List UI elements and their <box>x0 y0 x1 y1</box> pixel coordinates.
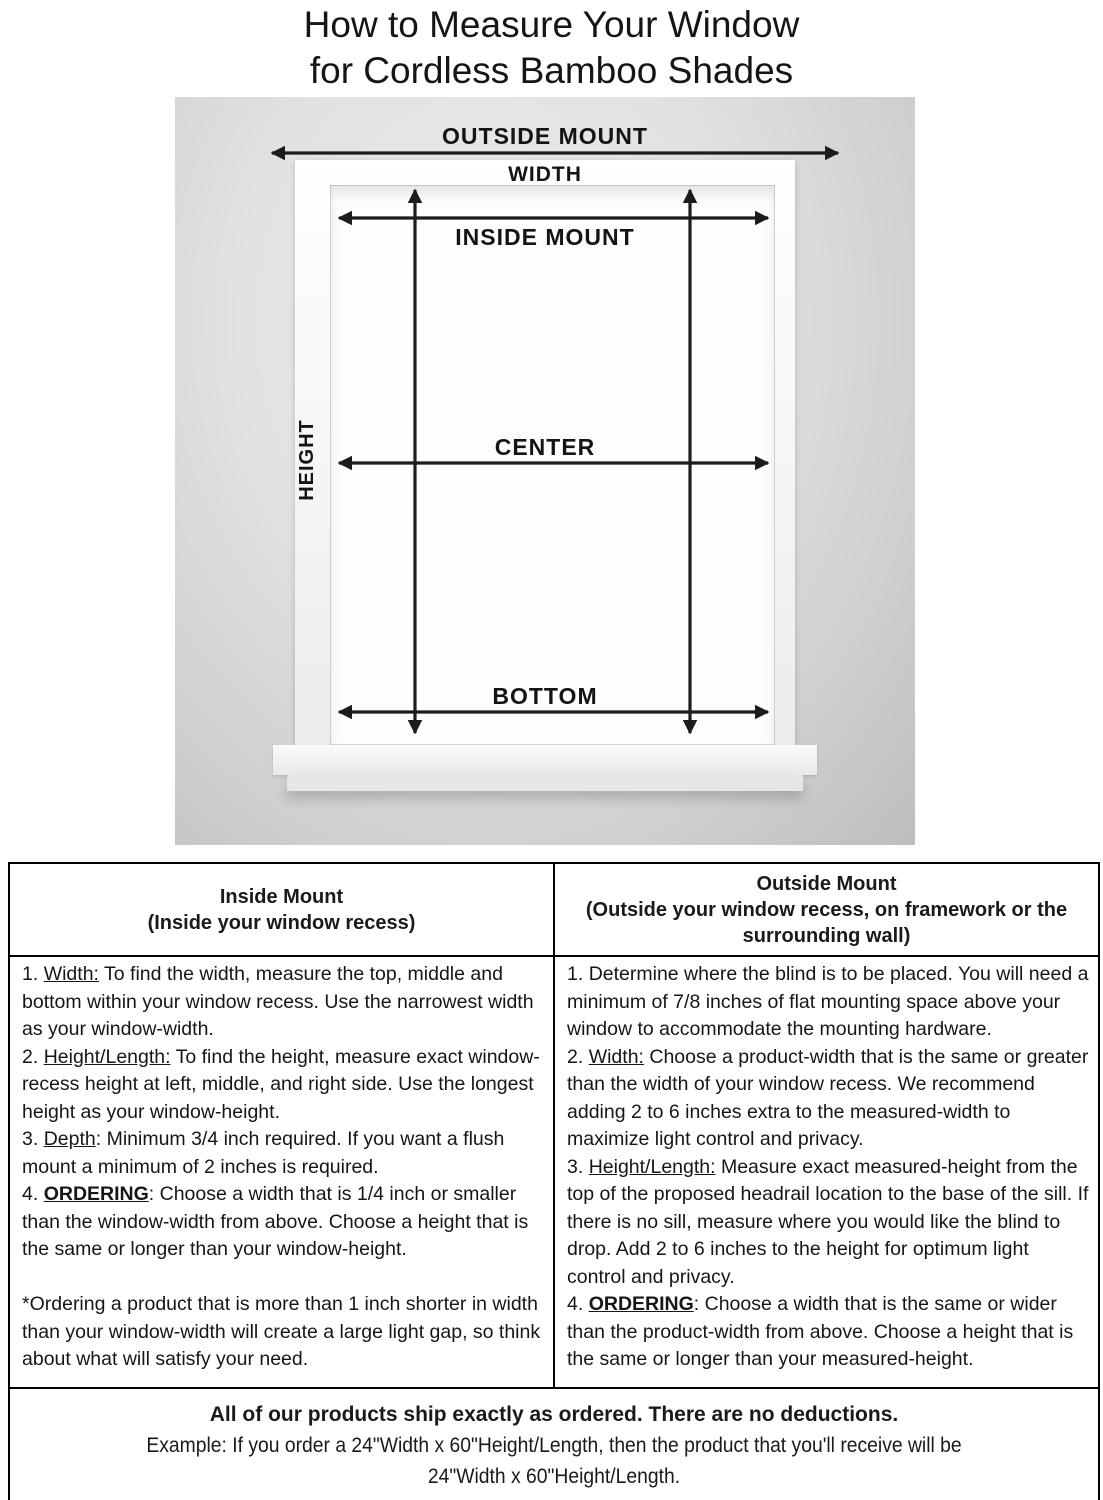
item-text: : Minimum 3/4 inch required. If you want a flush mount a minimum of 2 inches is required. <box>22 1128 505 1178</box>
item-text: Choose a product-width that is the same or greater than the width of your window recess. We recommend adding 2 to 6 inches extra to the measured-width to maximize light control and privacy. <box>567 1045 1089 1150</box>
item-term: Depth <box>43 1128 96 1150</box>
item-text: To find the width, measure the top, middle and bottom within your window recess. Use the narrowest width as your window-width. <box>22 963 534 1040</box>
width-label: WIDTH <box>508 163 582 186</box>
item-term: ORDERING <box>588 1293 694 1315</box>
instruction-item <box>22 1044 545 1127</box>
item-number: 3. <box>22 1128 44 1150</box>
inside-mount-instructions <box>10 957 555 1387</box>
table-header-row <box>10 864 1098 957</box>
inside-mount-header-title: Inside Mount <box>219 885 344 908</box>
window-diagram <box>175 97 915 845</box>
footer-example-text-line-1: Example: If you order a 24"Width x 60"Height/Length, then the product that you'll receive will be <box>146 1434 962 1457</box>
item-text: *Ordering a product that is more than 1 inch shorter in width than your window-width will create a large light gap, so think about what will satisfy your need. <box>22 1293 541 1370</box>
item-number: 4. <box>567 1293 589 1315</box>
item-number: 2. <box>22 1045 44 1068</box>
table-body-row <box>10 957 1098 1389</box>
table-footer-row <box>10 1389 1098 1500</box>
item-term: Width: <box>588 1045 644 1068</box>
measurement-arrows <box>175 97 915 845</box>
page-title-line-2: for Cordless Bamboo Shades <box>309 50 794 91</box>
instruction-item <box>22 1181 545 1264</box>
item-text: To find the height, measure exact window-recess height at left, middle, and right side. Use the longest height as your window-height. <box>22 1045 540 1123</box>
item-number: 3. <box>567 1155 589 1178</box>
outside-mount-header-cell <box>555 864 1098 955</box>
item-text: Measure exact measured-height from the top of the proposed headrail location to the base of the sill. If there is no sill, measure where you would like the blind to drop. Add 2 to 6 inches to the height for optimum light control and privacy. <box>567 1155 1089 1288</box>
item-text: : Choose a width that is the same or wider than the product-width from above. Choose a height that is the same or longer than your measured-height. <box>567 1293 1074 1370</box>
outside-mount-header-subtitle: (Outside your window recess, on framework or the surrounding wall) <box>585 898 1068 947</box>
center-label: CENTER <box>494 434 596 460</box>
instruction-item <box>22 961 545 1044</box>
outside-mount-label: OUTSIDE MOUNT <box>442 123 648 149</box>
bottom-label: BOTTOM <box>492 683 598 709</box>
instructions-table <box>8 862 1100 1500</box>
item-text: Determine where the blind is to be placed. You will need a minimum of 7/8 inches of flat mounting space above your window to accommodate the mounting hardware. <box>567 963 1089 1040</box>
item-term: ORDERING <box>43 1183 149 1205</box>
instruction-item <box>567 1154 1090 1292</box>
instruction-item <box>22 1126 545 1181</box>
item-term: Height/Length: <box>43 1045 171 1068</box>
footer-no-deductions-text: All of our products ship exactly as ordered. There are no deductions. <box>209 1403 899 1426</box>
item-term: Height/Length: <box>588 1155 716 1178</box>
instruction-item <box>567 1291 1090 1374</box>
height-label: HEIGHT <box>296 419 318 501</box>
inside-mount-header-cell <box>10 864 555 955</box>
item-number: 1. <box>22 963 44 985</box>
item-number: 2. <box>567 1045 589 1068</box>
inside-mount-header-subtitle: (Inside your window recess) <box>147 911 416 934</box>
instruction-item <box>567 1044 1090 1154</box>
outside-mount-instructions <box>555 957 1098 1387</box>
page-title-line-1: How to Measure Your Window <box>303 4 800 45</box>
outside-mount-header-title: Outside Mount <box>756 872 897 895</box>
item-term: Width: <box>43 963 99 985</box>
instruction-item <box>567 961 1090 1044</box>
page-title <box>0 2 1103 94</box>
item-number: 4. <box>22 1183 44 1205</box>
inside-mount-label: INSIDE MOUNT <box>455 224 635 250</box>
item-text: : Choose a width that is 1/4 inch or smaller than the window-width from above. Choose a height that is the same or longer than your window-height. <box>22 1183 529 1260</box>
item-number: 1. <box>567 963 589 985</box>
instruction-item <box>22 1291 545 1374</box>
footer-example-text-line-2: 24"Width x 60"Height/Length. <box>427 1465 681 1488</box>
